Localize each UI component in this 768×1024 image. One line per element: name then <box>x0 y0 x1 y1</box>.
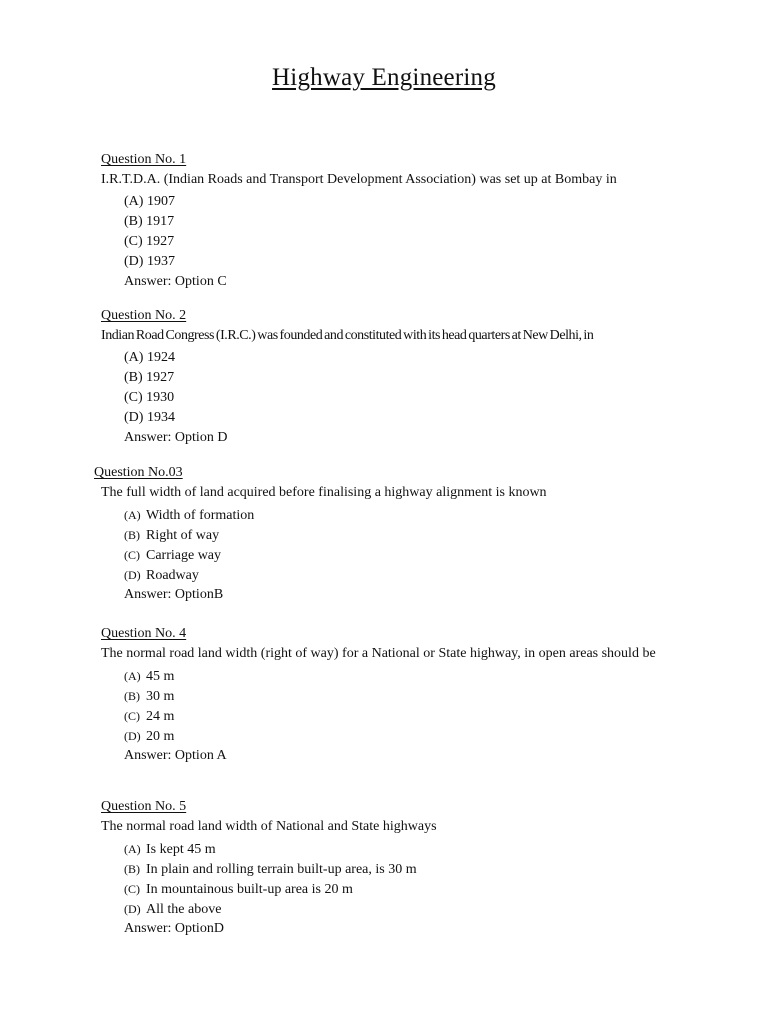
answer-line: Answer: OptionD <box>124 921 224 936</box>
option-text: 1937 <box>146 254 175 269</box>
option-text: Is kept 45 m <box>146 842 216 857</box>
option-b <box>124 368 741 388</box>
option-text: 20 m <box>146 729 175 744</box>
option-text: 1907 <box>146 194 175 209</box>
option-letter: (D) <box>124 254 144 269</box>
option-b <box>124 212 701 232</box>
option-b <box>124 686 671 706</box>
options-list <box>124 505 694 605</box>
question-text: I.R.T.D.A. (Indian Roads and Transport Development Association) was set up at Bombay in <box>101 172 617 187</box>
option-text: Carriage way <box>146 548 222 563</box>
document-title: Highway Engineering <box>272 64 496 91</box>
option-text: 1924 <box>146 350 175 365</box>
option-d <box>124 252 701 272</box>
question-heading: Question No. 5 <box>101 799 187 814</box>
question-1 <box>101 152 701 292</box>
question-heading: Question No. 4 <box>101 626 187 641</box>
option-c <box>124 388 741 408</box>
options-list <box>124 839 701 939</box>
option-letter: (D) <box>124 410 144 425</box>
option-c <box>124 879 701 899</box>
question-heading: Question No.03 <box>94 465 183 480</box>
option-text: 45 m <box>146 669 175 684</box>
option-text: 1930 <box>146 390 175 405</box>
option-letter: (D) <box>124 568 141 582</box>
option-text: All the above <box>146 902 222 917</box>
question-heading: Question No. 2 <box>101 308 187 323</box>
option-text: Right of way <box>146 528 220 543</box>
option-letter: (B) <box>124 370 143 385</box>
question-text: Indian Road Congress (I.R.C.) was founded and constituted with its head quarters at New Delhi, in <box>101 328 594 343</box>
option-text: 1934 <box>146 410 175 425</box>
option-text: 1927 <box>146 234 175 249</box>
question-5 <box>101 799 701 939</box>
question-text: The normal road land width (right of way) for a National or State highway, in open areas should be <box>101 646 656 661</box>
option-letter: (C) <box>124 882 140 896</box>
option-d <box>124 565 694 585</box>
option-d <box>124 899 701 919</box>
option-text: In mountainous built-up area is 20 m <box>146 882 353 897</box>
option-b <box>124 859 701 879</box>
question-text: The full width of land acquired before finalising a highway alignment is known <box>101 485 547 500</box>
option-letter: (A) <box>124 194 144 209</box>
option-a <box>124 839 701 859</box>
options-list <box>124 666 671 766</box>
answer-line: Answer: Option A <box>124 748 227 763</box>
question-4 <box>101 626 671 766</box>
option-d <box>124 408 741 428</box>
option-text: 30 m <box>146 689 175 704</box>
question-2 <box>101 308 741 448</box>
option-letter: (C) <box>124 548 140 562</box>
option-letter: (B) <box>124 862 140 876</box>
question-heading: Question No. 1 <box>101 152 187 167</box>
option-c <box>124 545 694 565</box>
option-letter: (C) <box>124 234 143 249</box>
option-text: 1927 <box>146 370 175 385</box>
options-list <box>124 192 701 292</box>
option-letter: (A) <box>124 669 141 683</box>
option-letter: (D) <box>124 729 141 743</box>
option-text: 1917 <box>146 214 175 229</box>
option-text: Width of formation <box>146 508 255 523</box>
option-letter: (B) <box>124 689 140 703</box>
option-a <box>124 666 671 686</box>
answer-line: Answer: Option C <box>124 274 227 289</box>
option-b <box>124 525 694 545</box>
option-c <box>124 706 671 726</box>
answer-line: Answer: Option D <box>124 430 228 445</box>
option-a <box>124 348 741 368</box>
option-letter: (D) <box>124 902 141 916</box>
option-letter: (A) <box>124 842 141 856</box>
option-letter: (C) <box>124 709 140 723</box>
option-a <box>124 192 701 212</box>
option-a <box>124 505 694 525</box>
option-letter: (A) <box>124 350 144 365</box>
question-text: The normal road land width of National and State highways <box>101 819 437 834</box>
option-c <box>124 232 701 252</box>
options-list <box>124 348 741 448</box>
option-letter: (B) <box>124 528 140 542</box>
option-letter: (B) <box>124 214 143 229</box>
answer-line: Answer: OptionB <box>124 587 224 602</box>
option-text: Roadway <box>146 568 199 583</box>
option-letter: (A) <box>124 508 141 522</box>
option-text: 24 m <box>146 709 175 724</box>
option-letter: (C) <box>124 390 143 405</box>
option-d <box>124 726 671 746</box>
option-text: In plain and rolling terrain built-up area, is 30 m <box>146 862 417 877</box>
question-3 <box>94 465 694 605</box>
